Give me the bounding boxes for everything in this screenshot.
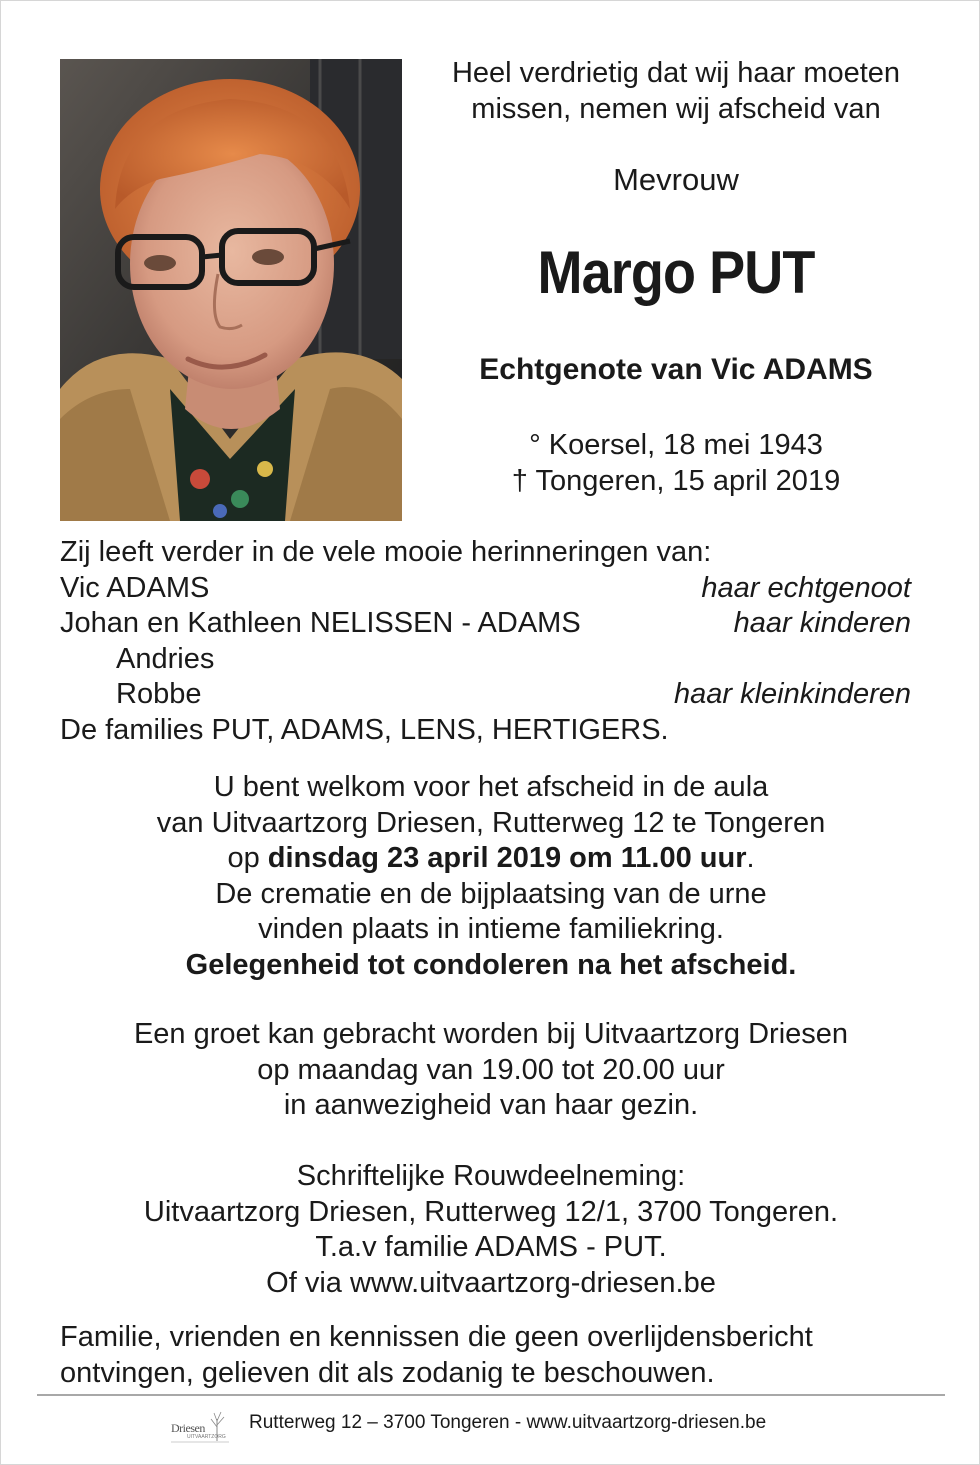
- intro-text: [421, 55, 931, 127]
- closing-note: [60, 1320, 920, 1391]
- birth-row: [421, 427, 931, 463]
- footer-address: Rutterweg 12 – 3700 Tongeren - www.uitvaartzorg-driesen.be: [249, 1412, 767, 1433]
- life-dates: [421, 427, 931, 499]
- cross-icon: †: [511, 465, 528, 497]
- visit-line-2: op maandag van 19.00 tot 20.00 uur: [257, 1053, 725, 1086]
- family-member: Johan en Kathleen NELISSEN - ADAMS: [60, 607, 581, 639]
- family-member: Andries: [116, 642, 215, 675]
- family-row: [60, 571, 915, 607]
- family-relation: haar kleinkinderen: [674, 678, 911, 710]
- family-section: [60, 535, 915, 748]
- closing-line-1: Familie, vrienden en kennissen die geen overlijdensbericht: [60, 1321, 813, 1353]
- condolence-line-2: Uitvaartzorg Driesen, Rutterweg 12/1, 3700 Tongeren.: [143, 1195, 839, 1228]
- birth-symbol: °: [529, 429, 541, 461]
- ceremony-section: [41, 770, 941, 983]
- footer-divider: [37, 1394, 945, 1396]
- ceremony-date: dinsdag 23 april 2019 om 11.00 uur: [267, 842, 747, 874]
- ceremony-line-4: De crematie en de bijplaatsing van de urne: [215, 877, 767, 910]
- ceremony-line-5: vinden plaats in intieme familiekring.: [258, 913, 724, 945]
- ceremony-line-2: van Uitvaartzorg Driesen, Rutterweg 12 te Tongeren: [156, 806, 826, 839]
- visit-line-1: Een groet kan gebracht worden bij Uitvaartzorg Driesen: [133, 1018, 849, 1050]
- visit-line-3: in aanwezigheid van haar gezin.: [283, 1089, 699, 1121]
- intro-line-1: Heel verdrietig dat wij haar moeten: [451, 57, 901, 89]
- birth-text: Koersel, 18 mei 1943: [548, 429, 823, 461]
- condolence-line-4: Of via www.uitvaartzorg-driesen.be: [266, 1266, 716, 1299]
- families-line: De families PUT, ADAMS, LENS, HERTIGERS.: [60, 713, 669, 746]
- condolence-notice: Gelegenheid tot condoleren na het afscheid.: [185, 948, 797, 981]
- ceremony-line-6: [41, 948, 941, 984]
- death-row: [421, 463, 931, 499]
- family-relation: haar echtgenoot: [701, 571, 911, 604]
- ceremony-line-1: U bent welkom voor het afscheid in de aula: [213, 771, 769, 803]
- condolence-section: [41, 1159, 941, 1301]
- family-row: [60, 642, 915, 678]
- portrait-photo: [60, 59, 402, 521]
- visit-section: [41, 1017, 941, 1124]
- spouse-line: Echtgenote van Vic ADAMS: [479, 353, 873, 386]
- condolence-line-1: Schriftelijke Rouwdeelneming:: [296, 1160, 686, 1192]
- ceremony-date-suffix: .: [746, 842, 755, 874]
- family-member: Vic ADAMS: [60, 571, 210, 604]
- footer: [1, 1403, 980, 1447]
- driesen-logo: [169, 1407, 233, 1445]
- family-intro: Zij leeft verder in de vele mooie herinneringen van:: [60, 536, 712, 568]
- family-row: [60, 677, 915, 713]
- title-prefix: Mevrouw: [613, 162, 739, 197]
- intro-line-2: missen, nemen wij afscheid van: [471, 93, 881, 125]
- family-member: Robbe: [116, 678, 202, 710]
- death-text: Tongeren, 15 april 2019: [535, 465, 841, 497]
- family-relation: haar kinderen: [733, 607, 911, 639]
- ceremony-line-3: [41, 841, 941, 877]
- condolence-line-3: T.a.v familie ADAMS - PUT.: [315, 1231, 667, 1263]
- deceased-name: Margo PUT: [537, 239, 815, 306]
- logo-wordmark: Driesen: [171, 1421, 205, 1435]
- family-relation: [911, 642, 915, 678]
- closing-line-2: ontvingen, gelieven dit als zodanig te beschouwen.: [60, 1356, 715, 1389]
- ceremony-date-prefix: op: [227, 842, 268, 874]
- logo-subtitle: UITVAARTZORG: [187, 1434, 226, 1440]
- portrait-illustration: [60, 59, 402, 521]
- family-row: [60, 606, 915, 642]
